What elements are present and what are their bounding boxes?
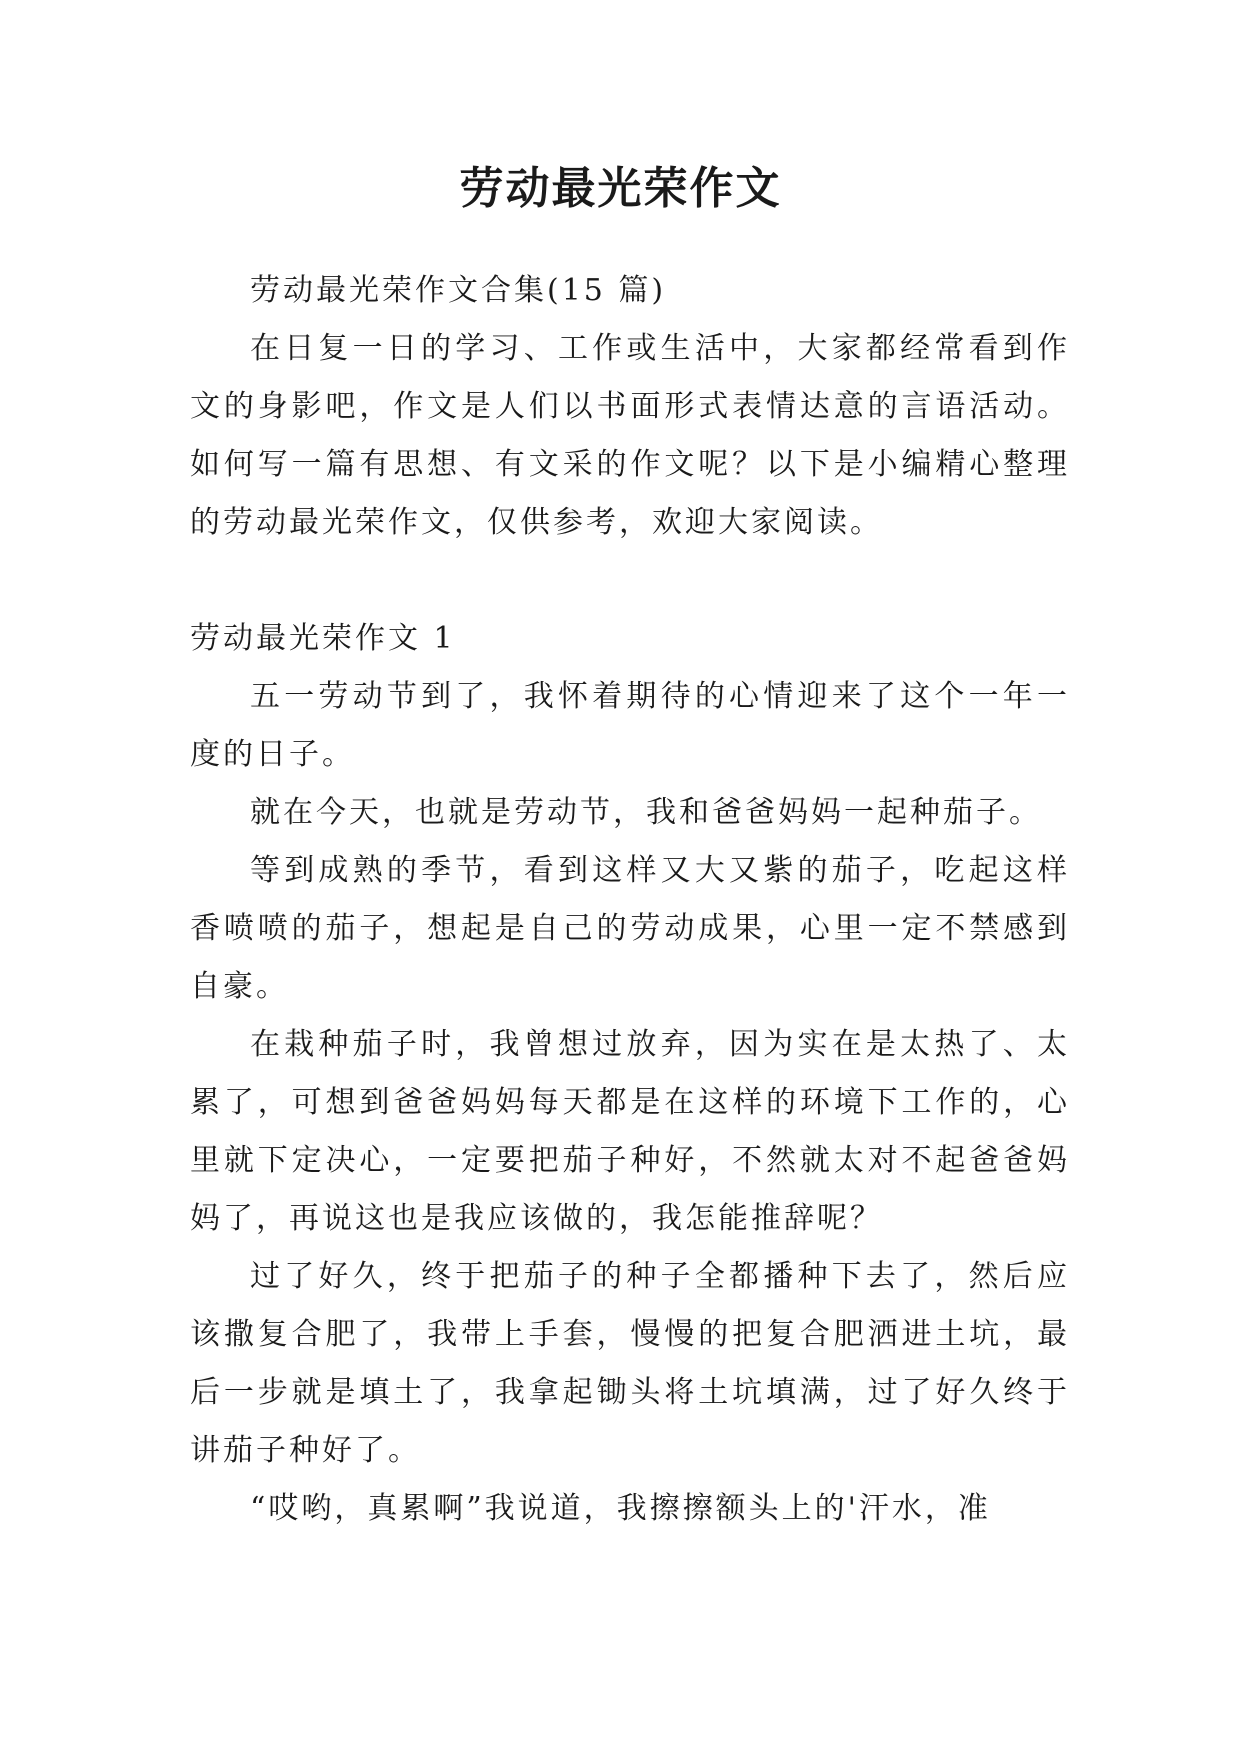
intro-paragraph: 在日复一日的学习、工作或生活中，大家都经常看到作文的身影吧，作文是人们以书面形式表情达意的言语活动。如何写一篇有思想、有文采的作文呢？以下是小编精心整理的劳动最光荣作文，仅供参考，欢迎大家阅读。 [190,331,1070,540]
body-paragraph: 过了好久，终于把茄子的种子全都播种下去了，然后应该撒复合肥了，我带上手套，慢慢的把复合肥洒进土坑，最后一步就是填土了，我拿起锄头将土坑填满，过了好久终于讲茄子种好了。 [190,1259,1070,1468]
body-paragraph: 等到成熟的季节，看到这样又大又紫的茄子，吃起这样香喷喷的茄子，想起是自己的劳动成果，心里一定不禁感到自豪。 [190,853,1070,1004]
body-paragraph: “哎哟，真累啊”我说道，我擦擦额头上的'汗水，准 [250,1491,991,1526]
document-title: 劳动最光荣作文 [459,163,782,214]
section-heading: 劳动最光荣作文 1 [190,621,456,656]
paragraph-gap [190,552,1070,610]
body-paragraph: 就在今天，也就是劳动节，我和爸爸妈妈一起种茄子。 [250,795,1042,830]
intro-heading: 劳动最光荣作文合集(15 篇) [250,273,667,308]
body-paragraph: 五一劳动节到了，我怀着期待的心情迎来了这个一年一度的日子。 [190,679,1070,772]
document-body [190,262,1070,1538]
body-paragraph: 在栽种茄子时，我曾想过放弃，因为实在是太热了、太累了，可想到爸爸妈妈每天都是在这样的环境下工作的，心里就下定决心，一定要把茄子种好，不然就太对不起爸爸妈妈了，再说这也是我应该做的，我怎能推辞呢？ [190,1027,1070,1236]
